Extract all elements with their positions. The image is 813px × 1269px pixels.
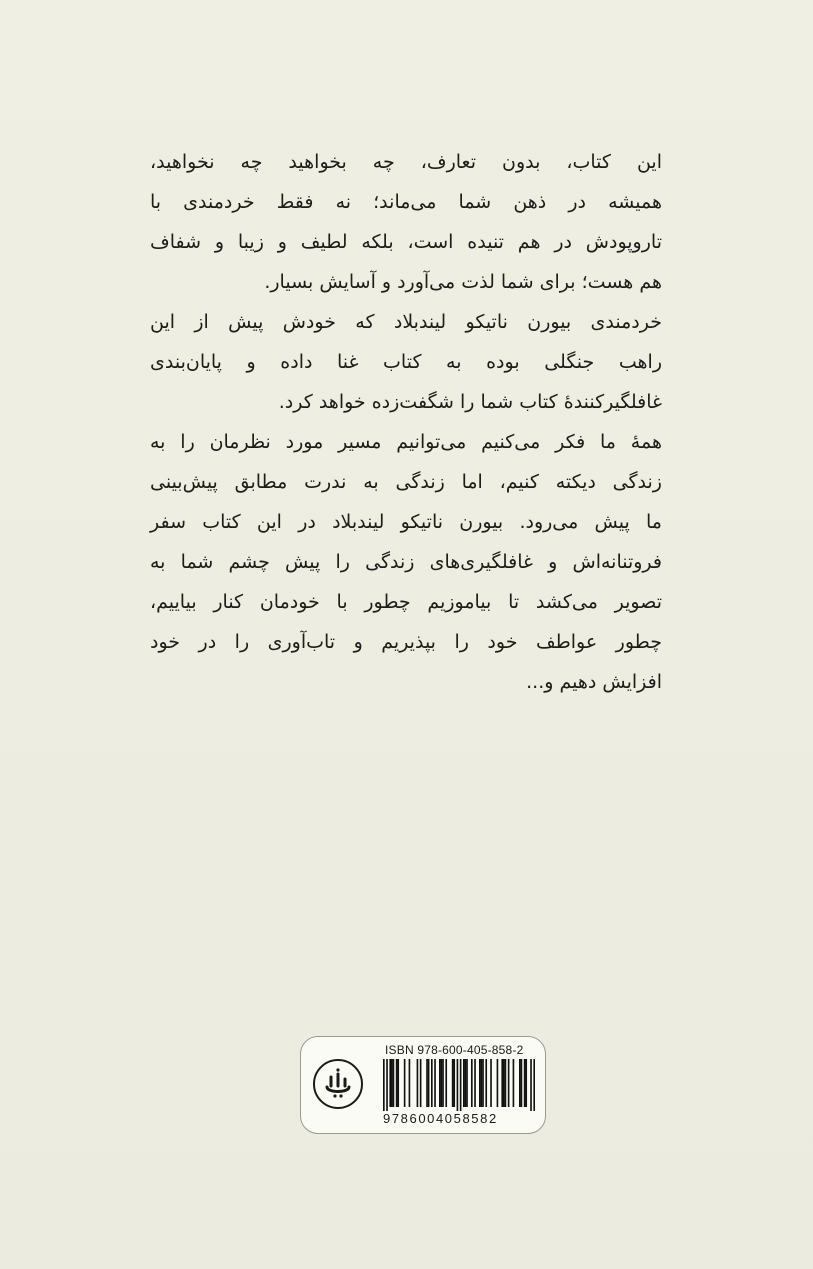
barcode-bar: [474, 1059, 476, 1107]
blurb-paragraph-2: [150, 302, 662, 422]
barcode-bar: [393, 1059, 395, 1107]
barcode-bar: [397, 1059, 399, 1107]
blurb-line: فروتنانه‌اش و غافلگیری‌های زندگی را پیش چشم شما به: [150, 551, 662, 573]
barcode-bar: [453, 1059, 455, 1107]
barcode-bar: [471, 1059, 473, 1107]
barcode-bar: [389, 1059, 391, 1107]
isbn-barcode-box: [300, 1036, 546, 1134]
barcode-bar: [428, 1059, 430, 1107]
barcode-bar: [466, 1059, 468, 1107]
barcode-bar: [452, 1059, 454, 1107]
barcode-bar: [463, 1059, 465, 1107]
barcode-bar: [530, 1059, 532, 1111]
blurb-line: ما پیش می‌رود. بیورن ناتیکو لیندبلاد در این کتاب سفر: [150, 511, 662, 533]
barcode-bar: [457, 1059, 459, 1111]
barcode-bar: [439, 1059, 441, 1107]
barcode-bar: [485, 1059, 487, 1107]
barcode-bar: [442, 1059, 444, 1107]
barcode-bar: [417, 1059, 419, 1107]
barcode-bar: [497, 1059, 499, 1107]
blurb-line: تصویر می‌کشد تا بیاموزیم چطور با خودمان کنار بیاییم،: [150, 591, 662, 613]
barcode-bar: [508, 1059, 510, 1107]
barcode-bar: [479, 1059, 481, 1107]
barcode-bar: [524, 1059, 526, 1107]
barcode-bar: [420, 1059, 422, 1107]
barcode-bar: [503, 1059, 505, 1107]
barcode-bar: [525, 1059, 527, 1107]
barcode-bar: [396, 1059, 398, 1107]
barcode-bar: [386, 1059, 388, 1111]
blurb-line: راهب جنگلی بوده به کتاب غنا داده و پایان‌بندی: [150, 351, 662, 373]
blurb-line: خردمندی بیورن ناتیکو لیندبلاد که خودش پیش از این: [150, 311, 662, 333]
barcode-bar: [482, 1059, 484, 1107]
blurb-line: زندگی دیکته کنیم، اما زندگی به ندرت مطابق پیش‌بینی: [150, 471, 662, 493]
barcode-bar: [460, 1059, 462, 1111]
barcode-bar: [383, 1059, 385, 1111]
barcode-icon: [383, 1059, 535, 1111]
barcode-bar: [434, 1059, 436, 1107]
blurb-line: چطور عواطف خود را بپذیریم و تاب‌آوری را در خود: [150, 631, 662, 653]
blurb-line: هم هست؛ برای شما لذت می‌آورد و آسایش بسیار.: [264, 271, 662, 293]
barcode-bar: [445, 1059, 447, 1107]
blurb-line: افزایش دهیم و...: [526, 671, 662, 693]
barcode-bar: [409, 1059, 411, 1107]
barcode-bar: [465, 1059, 467, 1107]
barcode-digits: 9786004058582: [383, 1111, 498, 1126]
blurb-line: همهٔ ما فکر می‌کنیم می‌توانیم مسیر مورد نظرمان را به: [150, 431, 662, 453]
barcode-bar: [505, 1059, 507, 1107]
blurb-paragraph-1: [150, 142, 662, 302]
barcode-bar: [481, 1059, 483, 1107]
barcode-bar: [533, 1059, 535, 1111]
barcode-bar: [501, 1059, 503, 1107]
barcode-bar: [521, 1059, 523, 1107]
back-cover-blurb: [150, 142, 662, 702]
publisher-logo-glyph-icon: [318, 1064, 358, 1104]
blurb-line: همیشه در ذهن شما می‌ماند؛ نه فقط خردمندی با: [150, 191, 662, 213]
barcode-bar: [391, 1059, 393, 1107]
blurb-line: غافلگیرکنندهٔ کتاب شما را شگفت‌زده خواهد کرد.: [278, 391, 662, 413]
barcode-bar: [426, 1059, 428, 1107]
blurb-line: این کتاب، بدون تعارف، چه بخواهید چه نخواهید،: [150, 151, 662, 173]
publisher-logo-icon: [313, 1059, 363, 1109]
barcode-bar: [404, 1059, 406, 1107]
barcode-bar: [431, 1059, 433, 1107]
barcode-bar: [513, 1059, 515, 1107]
barcode-bar: [519, 1059, 521, 1107]
barcode-bar: [490, 1059, 492, 1107]
isbn-label: ISBN 978-600-405-858-2: [385, 1043, 524, 1057]
blurb-line: تاروپودش در هم تنیده است، بلکه لطیف و زیبا و شفاف: [150, 231, 662, 253]
blurb-paragraph-3: [150, 422, 662, 702]
barcode-bar: [441, 1059, 443, 1107]
